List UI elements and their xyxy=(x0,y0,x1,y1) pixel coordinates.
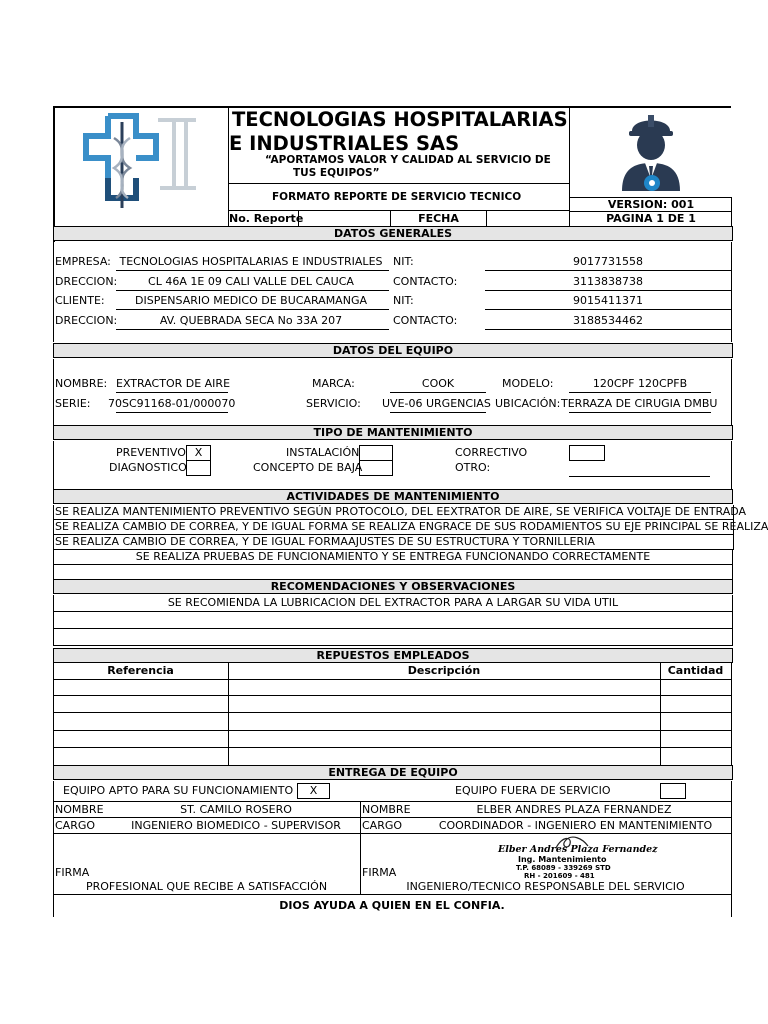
medical-cross-caduceus-logo-icon xyxy=(78,108,200,216)
recibe-cargo-label: CARGO xyxy=(55,819,96,832)
company-name-line1: TECNOLOGIAS HOSPITALARIAS xyxy=(232,108,568,131)
repuesto-row xyxy=(53,695,731,696)
stamp-line-2: Ing. Mantenimiento xyxy=(518,855,607,864)
entrega-cargo-value: COORDINADOR - INGENIERO EN MANTENIMIENTO xyxy=(438,819,713,832)
direccion-empresa-value: CL 46A 1E 09 CALI VALLE DEL CAUCA xyxy=(148,275,354,288)
recibe-caption: PROFESIONAL QUE RECIBE A SATISFACCIÓN xyxy=(85,880,328,893)
direccion-empresa-label: DRECCION: xyxy=(55,275,118,288)
modelo-value: 120CPF 120CPFB xyxy=(592,377,688,390)
otro-field[interactable] xyxy=(569,476,710,477)
recibe-firma-label: FIRMA xyxy=(55,866,90,879)
empresa-value: TECNOLOGIAS HOSPITALARIAS E INDUSTRIALES xyxy=(119,255,383,268)
otro-label: OTRO: xyxy=(455,461,491,474)
preventivo-checkbox[interactable]: X xyxy=(186,445,211,461)
col-referencia-header: Referencia xyxy=(107,664,174,677)
recibe-nombre-value: ST. CAMILO ROSERO xyxy=(180,803,292,816)
recomendacion-line-2 xyxy=(53,612,733,629)
actividad-line-3: SE REALIZA CAMBIO DE CORREA, Y DE IGUAL FORMAAJUSTES DE SU ESTRUCTURA Y TORNILLERIA xyxy=(53,535,734,550)
serie-value xyxy=(108,397,236,410)
contacto-empresa-label: CONTACTO: xyxy=(393,275,458,288)
empresa-nit-value: 9017731558 xyxy=(573,255,643,268)
servicio-text: UVE-06 URGENCIAS xyxy=(382,397,491,410)
diagnostico-checkbox[interactable] xyxy=(186,460,211,476)
col-cantidad-header: Cantidad xyxy=(667,664,724,677)
contacto-cliente-label: CONTACTO: xyxy=(393,314,458,327)
actividad-line-5 xyxy=(53,565,733,580)
marca-label: MARCA: xyxy=(312,377,355,390)
actividad-line-2: SE REALIZA CAMBIO DE CORREA, Y DE IGUAL FORMA SE REALIZA ENGRACE DE SUS RODAMIENTOS SU EJE PRINCIPAL SE REALIZA xyxy=(55,520,768,533)
servicio-value xyxy=(382,397,491,410)
footer-motto: DIOS AYUDA A QUIEN EN EL CONFIA. xyxy=(279,899,505,912)
stamp-line-4: RH - 201609 - 481 xyxy=(524,872,595,880)
recomendacion-line-3 xyxy=(53,629,733,646)
direccion-cliente-value: AV. QUEBRADA SECA No 33A 207 xyxy=(159,314,343,327)
form-title: FORMATO REPORTE DE SERVICIO TECNICO xyxy=(272,191,522,203)
contacto-cliente-value: 3188534462 xyxy=(573,314,643,327)
serie-text: 70SC91168-01/000070 xyxy=(108,397,236,410)
section-recomendaciones: RECOMENDACIONES Y OBSERVACIONES xyxy=(53,579,733,594)
actividad-line-4: SE REALIZA PRUEBAS DE FUNCIONAMIENTO Y SE ENTREGA FUNCIONANDO CORRECTAMENTE xyxy=(53,550,733,565)
serie-label: SERIE: xyxy=(55,397,91,410)
ubicacion-text: TERRAZA DE CIRUGIA DMBU xyxy=(561,397,718,410)
nombre-equipo-value: EXTRACTOR DE AIRE xyxy=(116,377,231,390)
concepto-baja-checkbox[interactable] xyxy=(359,460,393,476)
page-label: PAGINA 1 DE 1 xyxy=(606,212,696,225)
section-actividades: ACTIVIDADES DE MANTENIMIENTO xyxy=(53,489,733,504)
instalacion-checkbox[interactable] xyxy=(359,445,393,461)
slogan-line1: “APORTAMOS VALOR Y CALIDAD AL SERVICIO DE xyxy=(265,154,551,166)
marca-value: COOK xyxy=(421,377,455,390)
company-name-line2: E INDUSTRIALES SAS xyxy=(229,132,460,155)
instalacion-label: INSTALACIÓN xyxy=(286,446,360,459)
contacto-empresa-value: 3113838738 xyxy=(573,275,643,288)
report-number-label: No. Reporte xyxy=(229,212,304,225)
cliente-nit-value: 9015411371 xyxy=(573,294,643,307)
section-datos-equipo: DATOS DEL EQUIPO xyxy=(53,343,733,358)
apto-label: EQUIPO APTO PARA SU FUNCIONAMIENTO xyxy=(63,784,294,797)
slogan-line2: TUS EQUIPOS” xyxy=(293,167,380,179)
fuera-servicio-checkbox[interactable] xyxy=(660,783,686,799)
section-datos-generales: DATOS GENERALES xyxy=(53,226,733,241)
empresa-nit-label: NIT: xyxy=(393,255,414,268)
actividad-line-1: SE REALIZA MANTENIMIENTO PREVENTIVO SEGÚN PROTOCOLO, DEL EEXTRATOR DE AIRE, SE VERIFICA VOLTAJE DE ENTRADA xyxy=(55,505,747,518)
entrega-nombre-label: NOMBRE xyxy=(362,803,411,816)
modelo-label: MODELO: xyxy=(502,377,554,390)
version-label: VERSION: 001 xyxy=(607,198,695,211)
section-entrega: ENTREGA DE EQUIPO xyxy=(53,765,733,780)
preventivo-label: PREVENTIVO xyxy=(116,446,186,459)
direccion-cliente-label: DRECCION: xyxy=(55,314,118,327)
recibe-nombre-label: NOMBRE xyxy=(55,803,104,816)
report-number-field[interactable] xyxy=(299,211,389,225)
recibe-cargo-value: INGENIERO BIOMEDICO - SUPERVISOR xyxy=(131,819,341,832)
empresa-label: EMPRESA: xyxy=(55,255,111,268)
ubicacion-label: UBICACIÓN: xyxy=(495,397,561,410)
col-descripcion-header: Descripción xyxy=(407,664,481,677)
recomendacion-line-1: SE RECOMIENDA LA LUBRICACION DEL EXTRACTOR PARA A LARGAR SU VIDA UTIL xyxy=(53,595,733,612)
nombre-equipo-label: NOMBRE: xyxy=(55,377,108,390)
apto-checkbox[interactable]: X xyxy=(297,783,330,799)
entrega-caption: INGENIERO/TECNICO RESPONSABLE DEL SERVICIO xyxy=(406,880,685,893)
cliente-label: CLIENTE: xyxy=(55,294,105,307)
fecha-field[interactable] xyxy=(487,211,569,225)
section-repuestos: REPUESTOS EMPLEADOS xyxy=(53,648,733,663)
concepto-baja-label: CONCEPTO DE BAJA xyxy=(253,461,363,474)
signature-stamp xyxy=(492,836,662,878)
diagnostico-label: DIAGNOSTICO xyxy=(109,461,187,474)
cliente-value: DISPENSARIO MEDICO DE BUCARAMANGA xyxy=(135,294,367,307)
engineer-with-gear-icon xyxy=(620,111,682,193)
cliente-nit-label: NIT: xyxy=(393,294,414,307)
entrega-cargo-label: CARGO xyxy=(362,819,403,832)
correctivo-checkbox[interactable] xyxy=(569,445,605,461)
entrega-nombre-value: ELBER ANDRES PLAZA FERNANDEZ xyxy=(476,803,672,816)
entrega-firma-label: FIRMA xyxy=(362,866,397,879)
section-tipo-mantenimiento: TIPO DE MANTENIMIENTO xyxy=(53,425,733,440)
stamp-line-3: T.P. 68089 - 339269 STD xyxy=(516,864,611,872)
correctivo-label: CORRECTIVO xyxy=(455,446,528,459)
servicio-label: SERVICIO: xyxy=(306,397,361,410)
fuera-servicio-label: EQUIPO FUERA DE SERVICIO xyxy=(455,784,611,797)
stamp-line-1: Elber Andres Plaza Fernandez xyxy=(498,844,658,855)
fecha-label: FECHA xyxy=(418,212,459,225)
ubicacion-value xyxy=(561,397,718,410)
